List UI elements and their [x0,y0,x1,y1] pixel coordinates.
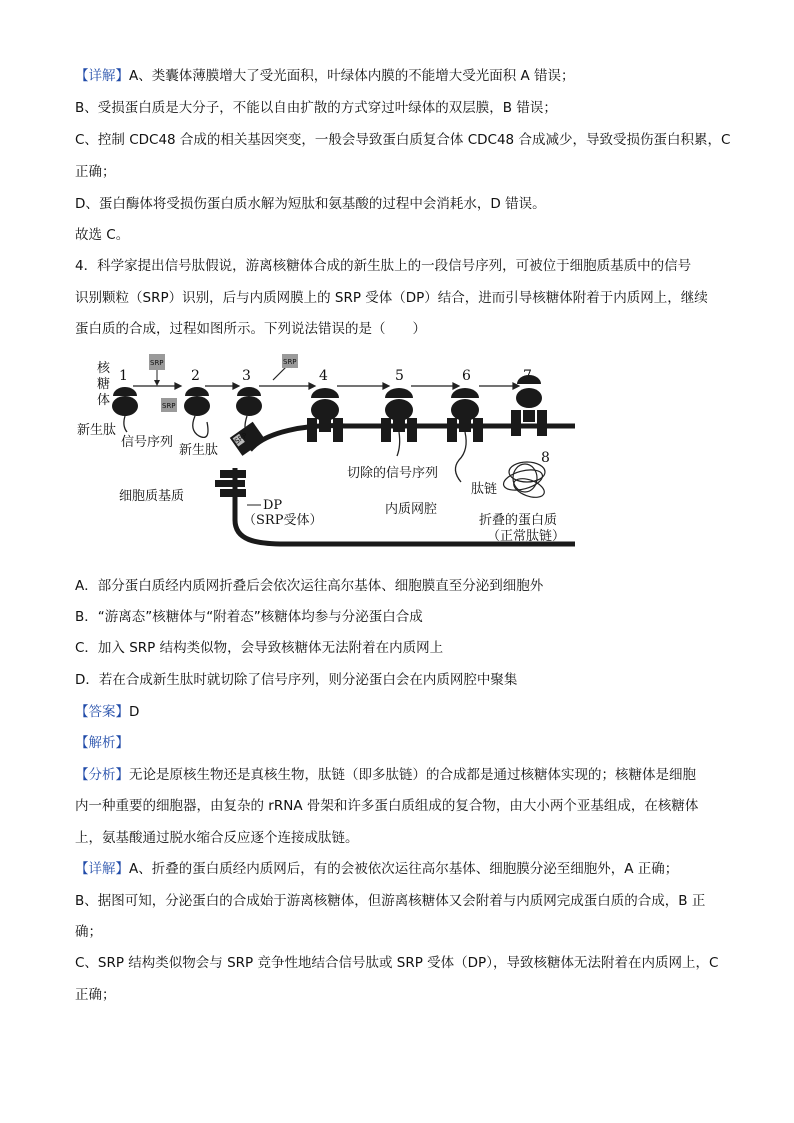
question-text: 4．科学家提出信号肽假说，游离核糖体合成的新生肽上的一段信号序列，可被位于细胞质基质中的信号 [75,258,692,274]
ribosome [230,422,266,456]
srp-particle [282,354,298,368]
step-number: 6 [462,368,471,384]
option-c: C．加入 SRP 结构类似物，会导致核糖体无法附着在内质网上 [75,640,444,656]
label-normal-chain: （正常肽链） [487,529,566,544]
signal-peptide-diagram [75,350,595,560]
label-nascent-peptide-2: 新生肽 [179,443,219,458]
text-line: C、控制 CDC48 合成的相关基因突变，一般会导致蛋白质复合体 CDC48 合成减少，导致受损伤蛋白积累，C [75,132,731,148]
step-number: 2 [191,368,200,384]
folded-protein [501,462,546,501]
srp-particle [149,354,165,386]
option-b: B．“游离态”核糖体与“附着态”核糖体均参与分泌蛋白合成 [75,609,423,625]
ribosome [236,387,262,416]
question-text: 蛋白质的合成，过程如图所示。下列说法错误的是（ ） [75,321,426,337]
text-line: 正确； [75,164,116,180]
step-number: 4 [319,368,328,384]
svg-text:SRP: SRP [233,431,249,446]
line-text: A、类囊体薄膜增大了受光面积，叶绿体内膜的不能增大受光面积 A 错误； [129,68,575,84]
label-nascent-peptide: 新生肽 [77,423,117,438]
analysis-line: 内一种重要的细胞器，由复杂的 rRNA 骨架和许多蛋白质组成的复合物，由大小两个亚基组成，在核糖体 [75,798,699,814]
label-srp-receptor: （SRP受体） [243,513,323,528]
label-folded-protein: 折叠的蛋白质 [479,513,558,528]
svg-text:SRP: SRP [162,402,176,410]
step-number: 1 [119,368,128,384]
label-signal-sequence: 信号序列 [121,435,174,450]
ribosome [307,388,343,442]
option-a: A．部分蛋白质经内质网折叠后会依次运往高尔基体、细胞膜直至分泌到细胞外 [75,578,544,594]
question-text: 识别颗粒（SRP）识别，后与内质网膜上的 SRP 受体（DP）结合，进而引导核糖体附着于内质网上，继续 [75,290,708,306]
option-d: D．若在合成新生肽时就切除了信号序列，则分泌蛋白会在内质网腔中聚集 [75,672,518,688]
label-peptide-chain: 肽链 [471,482,498,497]
analysis-line: 上，氨基酸通过脱水缩合反应逐个连接成肽链。 [75,830,359,846]
section-tag: 【详解】 [75,68,129,84]
ribosome [184,387,210,416]
label-cleaved-signal: 切除的信号序列 [347,466,439,481]
line-text: A、折叠的蛋白质经内质网后，有的会被依次运往高尔基体、细胞膜分泌至细胞外，A 正确； [129,861,679,877]
line-text: 无论是原核生物还是真核生物，肽链（即多肽链）的合成都是通过核糖体实现的；核糖体是细胞 [129,767,696,783]
step-number: 8 [541,450,550,466]
detail-tag: 【详解】 [75,861,129,877]
text-line: B、受损蛋白质是大分子，不能以自由扩散的方式穿过叶绿体的双层膜，B 错误； [75,100,557,116]
step-number: 3 [242,368,251,384]
figure-label: 体 [97,393,111,408]
analysis-tag: 【分析】 [75,767,129,783]
answer-line [75,702,735,722]
analysis-heading: 【解析】 [75,735,129,751]
srp-receptor [215,470,246,497]
figure-label: 糖 [97,377,111,392]
detail-line: 正确； [75,987,116,1003]
label-er-lumen: 内质网腔 [385,502,438,517]
answer-tag: 【答案】 [75,704,129,720]
label-dp: DP [263,498,283,513]
detail-line: C、SRP 结构类似物会与 SRP 竞争性地结合信号肽或 SRP 受体（DP），导致核糖体无法附着在内质网上，C [75,955,719,971]
svg-text:SRP: SRP [283,358,297,366]
label-cytoplasm: 细胞质基质 [119,489,185,504]
text-line: 故选 C。 [75,227,130,243]
analysis-line [75,765,735,785]
svg-text:SRP: SRP [150,359,164,367]
step-number: 5 [395,368,404,384]
figure-label: 核 [97,361,111,376]
text-line: D、蛋白酶体将受损伤蛋白质水解为短肽和氨基酸的过程中会消耗水，D 错误。 [75,196,546,212]
detail-line: B、据图可知，分泌蛋白的合成始于游离核糖体，但游离核糖体又会附着与内质网完成蛋白质的合成，B 正 [75,893,706,909]
answer-value: D [129,704,140,720]
ribosome [112,387,138,416]
detail-line: 确； [75,924,102,940]
text-line [75,66,735,86]
detail-line [75,859,735,879]
srp-particle [161,398,177,412]
